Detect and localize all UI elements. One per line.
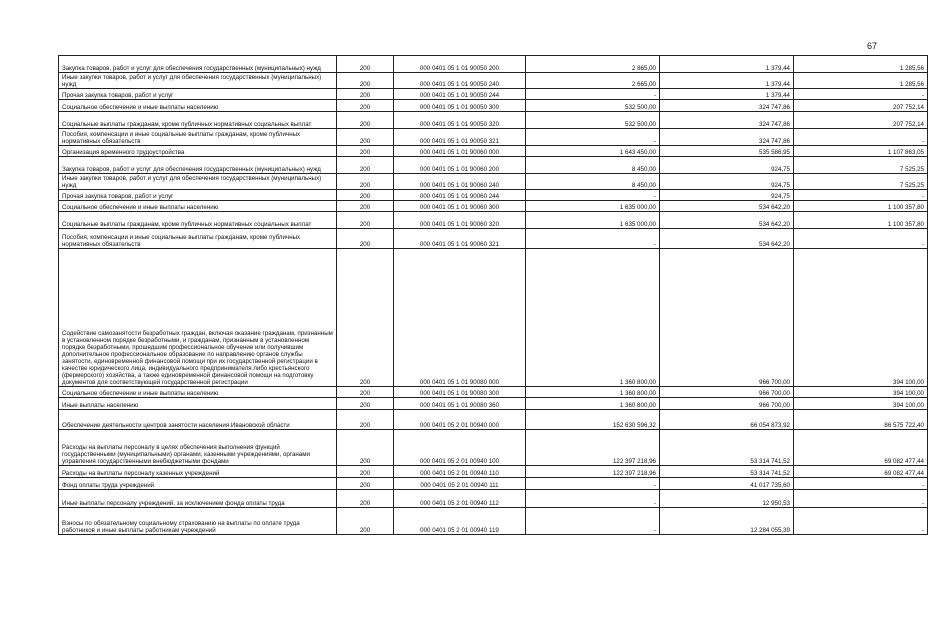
table-row: [59, 129, 928, 146]
table-row: [59, 430, 928, 466]
row-name: Пособия, компенсации и иные социальные выплаты гражданам, кроме публичных нормативных обязательств: [59, 129, 337, 146]
row-kbk: 000 0401 05 1 01 90080 300: [394, 387, 526, 398]
row-name: Социальное обеспечение и иные выплаты населению: [59, 201, 337, 212]
row-kbk: 000 0401 05 1 01 90060 240: [394, 174, 526, 190]
row-remaining-amount: 7 525,25: [794, 157, 928, 174]
row-kbk: 000 0401 05 2 01 00940 110: [394, 466, 526, 478]
row-executed-amount: 924,75: [660, 157, 794, 174]
table-row: [59, 212, 928, 229]
row-code: 200: [337, 56, 394, 73]
row-approved-amount: 2 665,00: [526, 73, 660, 89]
row-remaining-amount: 1 285,56: [794, 56, 928, 73]
row-executed-amount: 966 700,00: [660, 398, 794, 410]
row-name: Закупка товаров, работ и услуг для обеспечения государственных (муниципальных) нужд: [59, 56, 337, 73]
row-executed-amount: 534 642,20: [660, 201, 794, 212]
row-remaining-amount: 86 575 722,40: [794, 410, 928, 430]
row-code: 200: [337, 100, 394, 112]
row-kbk: 000 0401 05 2 01 00940 119: [394, 508, 526, 535]
row-kbk: 000 0401 05 1 01 90050 240: [394, 73, 526, 89]
row-executed-amount: 966 700,00: [660, 249, 794, 387]
row-remaining-amount: -: [794, 508, 928, 535]
table-row: [59, 398, 928, 410]
row-approved-amount: 1 360 800,00: [526, 249, 660, 387]
row-kbk: 000 0401 05 2 01 00940 111: [394, 478, 526, 490]
row-approved-amount: 122 397 218,96: [526, 466, 660, 478]
row-remaining-amount: -: [794, 229, 928, 249]
row-kbk: 000 0401 05 1 01 90060 321: [394, 229, 526, 249]
table-row: [59, 387, 928, 398]
table-row: [59, 89, 928, 100]
row-executed-amount: 924,75: [660, 174, 794, 190]
row-kbk: 000 0401 05 1 01 90080 360: [394, 398, 526, 410]
row-remaining-amount: -: [794, 490, 928, 508]
row-executed-amount: 53 314 741,52: [660, 466, 794, 478]
row-name: Расходы на выплаты персоналу в целях обеспечения выполнения функций государственными (муниципальными) органами, казенными учреждениями, органами управления государственными внебюджетными фондами: [59, 430, 337, 466]
row-remaining-amount: -: [794, 478, 928, 490]
row-name: Обеспечение деятельности центров занятости населения Ивановской области: [59, 410, 337, 430]
row-approved-amount: 1 360 800,00: [526, 387, 660, 398]
row-code: 200: [337, 201, 394, 212]
row-approved-amount: 2 865,00: [526, 56, 660, 73]
row-executed-amount: 534 642,20: [660, 229, 794, 249]
row-code: 200: [337, 146, 394, 157]
row-code: 200: [337, 249, 394, 387]
row-executed-amount: 534 642,20: [660, 212, 794, 229]
table-row: [59, 73, 928, 89]
row-name: Иные закупки товаров, работ и услуг для обеспечения государственных (муниципальных) нужд: [59, 73, 337, 89]
row-executed-amount: 12 284 055,39: [660, 508, 794, 535]
row-kbk: 000 0401 05 1 01 90060 000: [394, 146, 526, 157]
row-name: Расходы на выплаты персоналу казенных учреждений: [59, 466, 337, 478]
table-row: [59, 478, 928, 490]
row-code: 200: [337, 466, 394, 478]
table-row: [59, 174, 928, 190]
row-remaining-amount: 394 100,00: [794, 249, 928, 387]
row-name: Социальное обеспечение и иные выплаты населению: [59, 100, 337, 112]
table-row: [59, 229, 928, 249]
row-kbk: 000 0401 05 1 01 90060 244: [394, 190, 526, 201]
table-row: [59, 508, 928, 535]
row-approved-amount: -: [526, 478, 660, 490]
row-code: 200: [337, 174, 394, 190]
row-name: Содействие самозанятости безработных граждан, включая оказание гражданам, признанным в установленном порядке безработными, и гражданам, признанным в установленном порядке безработными, прошедшим профессиональное обучение или получившим дополнительное профессиональное образование по направлению органов службы занятости, единовременной финансовой помощи при их государственной регистрации в качестве юридического лица, индивидуального предпринимателя либо крестьянского (фермерского) хозяйства, а также единовременной финансовой помощи на подготовку документов для соответствующей государственной регистрации: [59, 249, 337, 387]
row-name: Иные выплаты персоналу учреждений, за исключением фонда оплаты труда: [59, 490, 337, 508]
row-name: Прочая закупка товаров, работ и услуг: [59, 190, 337, 201]
row-approved-amount: -: [526, 508, 660, 535]
row-approved-amount: 1 635 000,00: [526, 201, 660, 212]
row-approved-amount: 1 643 450,00: [526, 146, 660, 157]
row-remaining-amount: 1 285,56: [794, 73, 928, 89]
row-kbk: 000 0401 05 1 01 90060 320: [394, 212, 526, 229]
row-kbk: 000 0401 05 1 01 90050 300: [394, 100, 526, 112]
table-row: [59, 112, 928, 129]
row-name: Иные выплаты населению: [59, 398, 337, 410]
row-remaining-amount: 7 525,25: [794, 174, 928, 190]
budget-execution-table: [58, 55, 928, 535]
row-remaining-amount: 69 082 477,44: [794, 430, 928, 466]
row-kbk: 000 0401 05 1 01 90050 244: [394, 89, 526, 100]
row-approved-amount: -: [526, 190, 660, 201]
row-code: 200: [337, 73, 394, 89]
table-row: [59, 146, 928, 157]
row-name: Закупка товаров, работ и услуг для обеспечения государственных (муниципальных) нужд: [59, 157, 337, 174]
row-name: Организация временного трудоустройства: [59, 146, 337, 157]
table-row: [59, 100, 928, 112]
row-executed-amount: 924,75: [660, 190, 794, 201]
row-remaining-amount: -: [794, 190, 928, 201]
row-kbk: 000 0401 05 1 01 90060 200: [394, 157, 526, 174]
row-executed-amount: 324 747,86: [660, 112, 794, 129]
row-approved-amount: 532 500,00: [526, 100, 660, 112]
row-code: 200: [337, 387, 394, 398]
row-name: Иные закупки товаров, работ и услуг для обеспечения государственных (муниципальных) нужд: [59, 174, 337, 190]
row-remaining-amount: -: [794, 129, 928, 146]
row-code: 200: [337, 212, 394, 229]
row-kbk: 000 0401 05 2 01 00940 100: [394, 430, 526, 466]
row-executed-amount: 1 379,44: [660, 56, 794, 73]
row-code: 200: [337, 229, 394, 249]
row-kbk: 000 0401 05 1 01 90050 321: [394, 129, 526, 146]
row-code: 200: [337, 89, 394, 100]
row-code: 200: [337, 430, 394, 466]
row-approved-amount: 1 360 800,00: [526, 398, 660, 410]
row-executed-amount: 41 017 735,60: [660, 478, 794, 490]
row-executed-amount: 535 586,95: [660, 146, 794, 157]
row-approved-amount: 8 450,00: [526, 174, 660, 190]
row-executed-amount: 53 314 741,52: [660, 430, 794, 466]
row-kbk: 000 0401 05 2 01 00940 112: [394, 490, 526, 508]
row-name: Социальное обеспечение и иные выплаты населению: [59, 387, 337, 398]
row-approved-amount: -: [526, 229, 660, 249]
row-kbk: 000 0401 05 1 01 90060 300: [394, 201, 526, 212]
row-code: 200: [337, 490, 394, 508]
table-row: [59, 490, 928, 508]
table-row: [59, 201, 928, 212]
row-name: Фонд оплаты труда учреждений: [59, 478, 337, 490]
row-approved-amount: -: [526, 129, 660, 146]
row-executed-amount: 324 747,86: [660, 100, 794, 112]
row-approved-amount: 8 450,00: [526, 157, 660, 174]
row-approved-amount: 122 397 218,96: [526, 430, 660, 466]
row-name: Социальные выплаты гражданам, кроме публичных нормативных социальных выплат: [59, 212, 337, 229]
row-name: Социальные выплаты гражданам, кроме публичных нормативных социальных выплат: [59, 112, 337, 129]
row-name: Пособия, компенсации и иные социальные выплаты гражданам, кроме публичных нормативных обязательств: [59, 229, 337, 249]
row-code: 200: [337, 157, 394, 174]
table-row: [59, 157, 928, 174]
row-approved-amount: 152 630 596,32: [526, 410, 660, 430]
table-row: [59, 410, 928, 430]
row-remaining-amount: 1 100 357,80: [794, 212, 928, 229]
row-approved-amount: 532 500,00: [526, 112, 660, 129]
row-remaining-amount: 207 752,14: [794, 100, 928, 112]
row-name: Прочая закупка товаров, работ и услуг: [59, 89, 337, 100]
row-remaining-amount: -: [794, 89, 928, 100]
row-remaining-amount: 394 100,00: [794, 398, 928, 410]
row-remaining-amount: 394 100,00: [794, 387, 928, 398]
page-number: 67: [867, 41, 878, 51]
row-code: 200: [337, 190, 394, 201]
row-executed-amount: 1 379,44: [660, 73, 794, 89]
row-executed-amount: 12 950,53: [660, 490, 794, 508]
row-executed-amount: 324 747,86: [660, 129, 794, 146]
table-row: [59, 249, 928, 387]
row-executed-amount: 1 379,44: [660, 89, 794, 100]
row-remaining-amount: 207 752,14: [794, 112, 928, 129]
row-kbk: 000 0401 05 2 01 00940 000: [394, 410, 526, 430]
row-kbk: 000 0401 05 1 01 90050 200: [394, 56, 526, 73]
table-row: [59, 190, 928, 201]
row-approved-amount: -: [526, 89, 660, 100]
row-code: 200: [337, 508, 394, 535]
row-name: Взносы по обязательному социальному страхованию на выплаты по оплате труда работников и иные выплаты работникам учреждений: [59, 508, 337, 535]
row-code: 200: [337, 478, 394, 490]
row-kbk: 000 0401 05 1 01 90050 320: [394, 112, 526, 129]
row-approved-amount: 1 635 000,00: [526, 212, 660, 229]
row-code: 200: [337, 112, 394, 129]
row-code: 200: [337, 398, 394, 410]
row-code: 200: [337, 410, 394, 430]
table-row: [59, 56, 928, 73]
row-executed-amount: 966 700,00: [660, 387, 794, 398]
row-remaining-amount: 1 107 863,05: [794, 146, 928, 157]
row-remaining-amount: 69 082 477,44: [794, 466, 928, 478]
table-row: [59, 466, 928, 478]
row-kbk: 000 0401 05 1 01 90080 000: [394, 249, 526, 387]
row-remaining-amount: 1 100 357,80: [794, 201, 928, 212]
row-approved-amount: -: [526, 490, 660, 508]
row-executed-amount: 66 054 873,92: [660, 410, 794, 430]
row-code: 200: [337, 129, 394, 146]
